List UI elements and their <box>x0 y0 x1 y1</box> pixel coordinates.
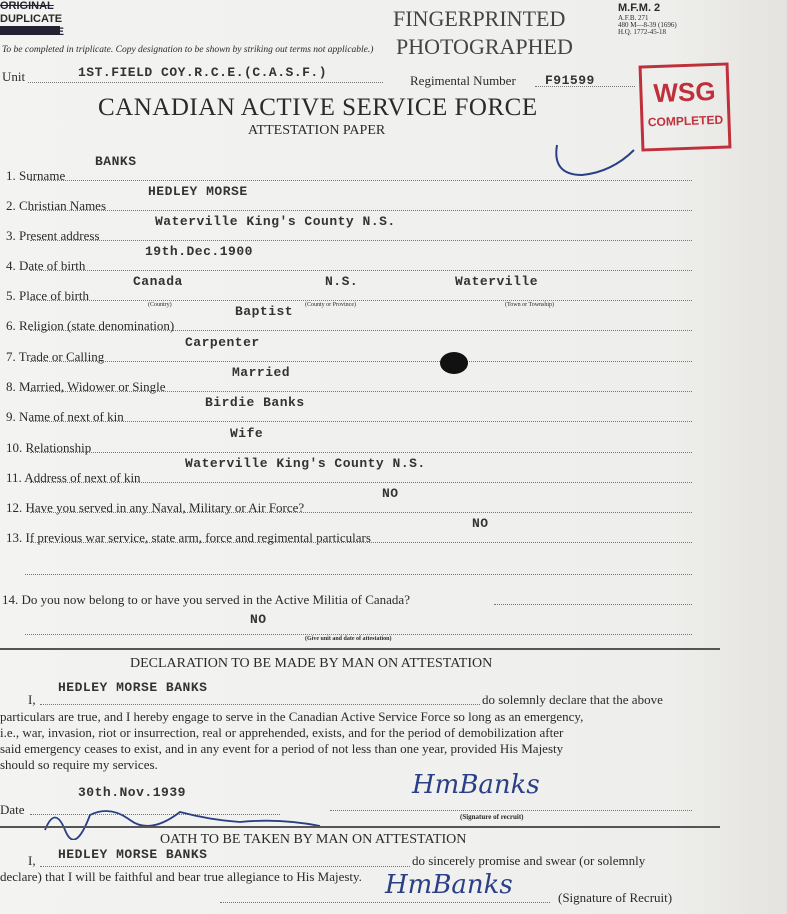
field-value: NO <box>382 486 399 501</box>
declaration-line: should so require my services. <box>0 757 158 772</box>
field-value: Baptist <box>235 304 294 319</box>
oath-i: I, <box>28 853 36 868</box>
photographed-stamp: PHOTOGRAPHED <box>396 34 573 59</box>
oath-signature-label: (Signature of Recruit) <box>558 890 673 905</box>
declaration-date: 30th.Nov.1939 <box>78 785 186 800</box>
field-label: 9. Name of next of kin <box>6 409 124 424</box>
oath-line: declare) that I will be faithful and bear true allegiance to His Majesty. <box>0 869 362 884</box>
field-sublabel: (Town or Township) <box>505 302 555 308</box>
field-label: 7. Trade or Calling <box>6 349 105 364</box>
field-label: 11. Address of next of kin <box>6 470 141 485</box>
field-sublabel: (County or Province) <box>305 302 356 308</box>
field-label: 3. Present address <box>6 228 100 243</box>
field-label: 8. Married, Widower or Single <box>6 379 166 394</box>
form-line: H.Q. 1772-45-18 <box>618 28 667 36</box>
field-value: Married <box>232 365 291 380</box>
declaration-body <box>0 709 583 773</box>
unit-label: Unit <box>2 69 26 84</box>
oath-heading: OATH TO BE TAKEN BY MAN ON ATTESTATION <box>160 832 467 847</box>
form-code: M.F.M. 2 <box>618 2 661 14</box>
copy-designations <box>0 0 64 38</box>
field-value: Waterville King's County N.S. <box>155 214 396 229</box>
field-label: 5. Place of birth <box>6 288 90 303</box>
field-value: Carpenter <box>185 335 260 350</box>
wsg-completed-stamp <box>639 62 732 151</box>
oath-text: do sincerely promise and swear (or solemnly <box>412 853 646 868</box>
signature-label: (Signature of recruit) <box>460 813 524 821</box>
unit-value: 1ST.FIELD COY.R.C.E.(C.A.S.F.) <box>78 65 328 80</box>
field-value: 19th.Dec.1900 <box>145 244 253 259</box>
field-value-province: N.S. <box>325 274 359 289</box>
ink-blot <box>440 352 468 374</box>
page-title: CANADIAN ACTIVE SERVICE FORCE <box>98 94 538 121</box>
field-value-town: Waterville <box>455 274 539 289</box>
field-value: Waterville King's County N.S. <box>185 456 426 471</box>
form-numbers <box>618 15 677 36</box>
page-subtitle: ATTESTATION PAPER <box>248 123 386 138</box>
copy-original: ORIGINAL <box>0 0 54 12</box>
recruit-signature: HmBanks <box>412 770 540 800</box>
declaration-name: HEDLEY MORSE BANKS <box>58 680 208 695</box>
declaration-line: said emergency ceases to exist, and in any event for a period of not less than one year, provided His Majesty <box>0 741 564 756</box>
field-sublabel: (Country) <box>148 302 172 308</box>
field-label: 4. Date of birth <box>6 258 86 273</box>
field-label: 10. Relationship <box>6 440 92 455</box>
field-value: HEDLEY MORSE <box>148 184 248 199</box>
field-value: Canada <box>133 274 183 289</box>
date-label: Date <box>0 802 25 817</box>
field-label: 1. Surname <box>6 168 66 183</box>
fingerprinted-stamp: FINGERPRINTED <box>393 6 566 31</box>
regimental-value: F91599 <box>545 73 595 88</box>
field-label: 13. If previous war service, state arm, force and regimental particulars <box>6 530 371 545</box>
declaration-line: particulars are true, and I hereby engage to serve in the Canadian Active Service Force so long as an emergency, <box>0 709 584 724</box>
copy-triplicate-struck: TRIPLICATE <box>0 26 64 38</box>
wsg-text: WSG <box>652 75 717 109</box>
oath-name: HEDLEY MORSE BANKS <box>58 847 208 862</box>
declaration-i: I, <box>28 692 36 707</box>
field-value: Wife <box>230 426 264 441</box>
completed-text: COMPLETED <box>647 112 724 130</box>
instruction-text: To be completed in triplicate. Copy designation to be shown by striking out terms not applicable.) <box>2 45 374 55</box>
field-label: 2. Christian Names <box>6 198 107 213</box>
declaration-heading: DECLARATION TO BE MADE BY MAN ON ATTESTATION <box>130 656 493 671</box>
form-line: 480 M—8-39 (1696) <box>618 21 677 29</box>
field-value: BANKS <box>95 154 137 169</box>
declaration-line: i.e., war, invasion, riot or insurrection, real or apprehended, exists, and for the period of demobilization after <box>0 725 564 740</box>
pen-mark <box>552 140 642 180</box>
field-label: 12. Have you served in any Naval, Military or Air Force? <box>6 500 305 515</box>
field-value: NO <box>472 516 489 531</box>
field-value: Birdie Banks <box>205 395 305 410</box>
oath-signature: HmBanks <box>385 870 513 900</box>
regimental-label: Regimental Number <box>410 73 516 88</box>
field-label: 14. Do you now belong to or have you served in the Active Militia of Canada? <box>2 592 410 607</box>
copy-duplicate: DUPLICATE <box>0 13 63 25</box>
form-line: A.F.B. 271 <box>618 14 649 22</box>
declaration-text: do solemnly declare that the above <box>482 692 663 707</box>
field-label: 6. Religion (state denomination) <box>6 318 175 333</box>
field-value: NO <box>250 612 267 627</box>
field-sublabel: (Give unit and date of attestation) <box>305 636 392 642</box>
